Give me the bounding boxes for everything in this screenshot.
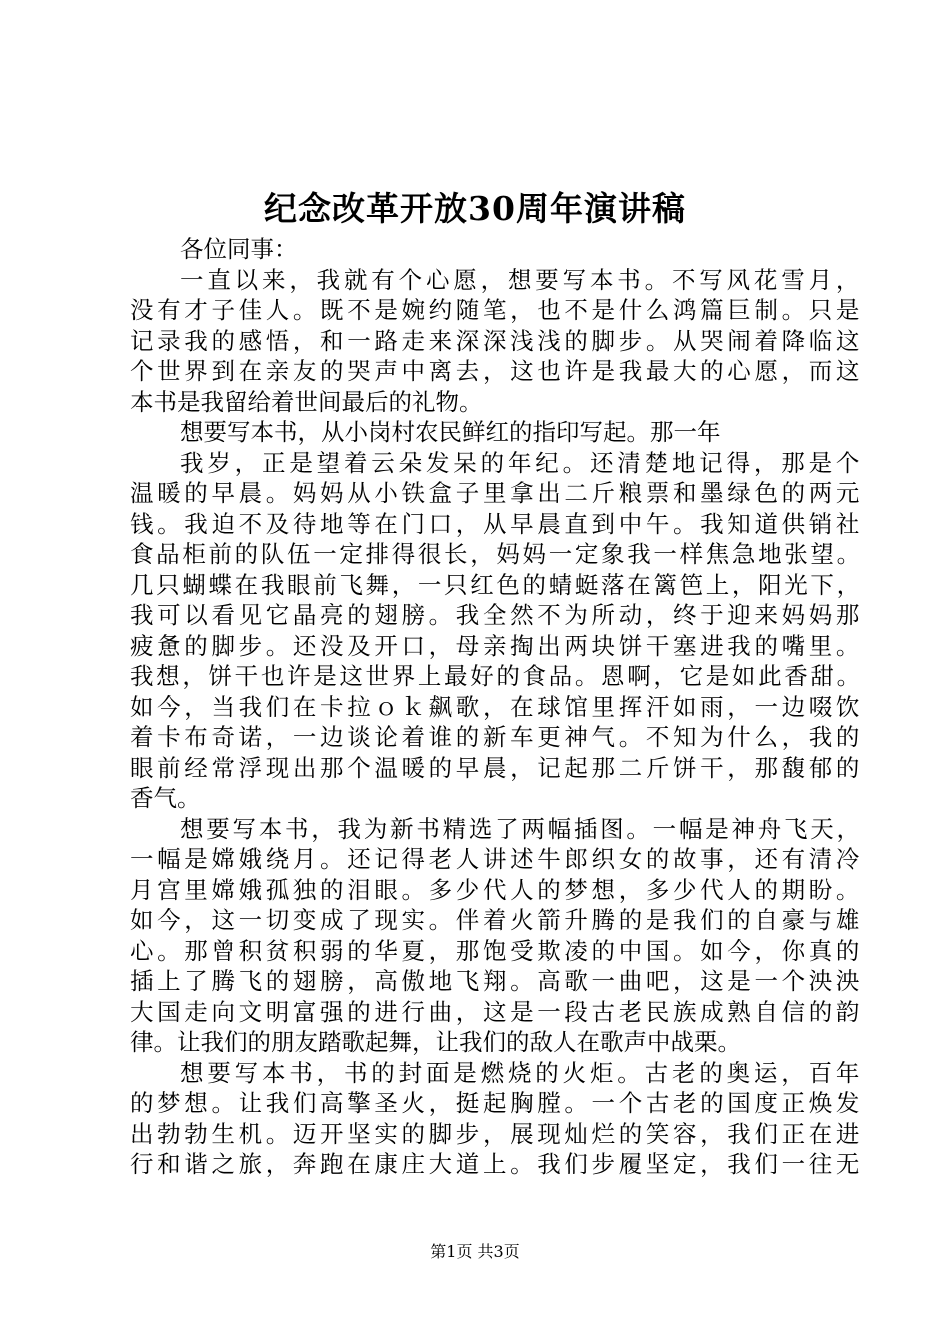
text-line: 我可以看见它晶亮的翅膀。我全然不为所动，终于迎来妈妈那 [130,601,864,629]
text-line: 钱。我迫不及待地等在门口，从早晨直到中午。我知道供销社 [130,509,864,538]
text-line: 插上了腾飞的翅膀，高傲地飞翔。高歌一曲吧，这是一个泱泱 [130,967,864,995]
text-line: 行和谐之旅，奔跑在康庄大道上。我们步履坚定，我们一往无 [130,1150,864,1178]
text-line: 的梦想。让我们高擎圣火，挺起胸膛。一个古老的国度正焕发 [130,1089,864,1117]
text-line: 本书是我留给着世间最后的礼物。 [130,387,483,416]
text-line: 律。让我们的朋友踏歌起舞，让我们的敌人在歌声中战栗。 [130,1028,741,1056]
text-line: 月宫里嫦娥孤独的泪眼。多少代人的梦想，多少代人的期盼。 [130,875,864,904]
text-line: 我岁，正是望着云朵发呆的年纪。还清楚地记得，那是个 [180,448,864,477]
text-line: 个世界到在亲友的哭声中离去，这也许是我最大的心愿，而这 [130,357,864,385]
text-line: 出勃勃生机。迈开坚实的脚步，展现灿烂的笑容，我们正在进 [130,1119,864,1148]
text-line: 食品柜前的队伍一定排得很长，妈妈一定象我一样焦急地张望。 [130,540,863,568]
text-line: 想要写本书，从小岗村农民鲜红的指印写起。那一年 [180,418,721,446]
text-line: 记录我的感悟，和一路走来深深浅浅的脚步。从哭闹着降临这 [130,326,864,355]
text-line: 着卡布奇诺，一边谈论着谁的新车更神气。不知为什么，我的 [130,723,864,751]
text-line: 想要写本书，书的封面是燃烧的火炬。古老的奥运，百年 [180,1058,864,1087]
text-line: 没有才子佳人。既不是婉约随笔，也不是什么鸿篇巨制。只是 [130,296,864,324]
document-title: 纪念改革开放30周年演讲稿 [264,189,686,228]
text-line: 眼前经常浮现出那个温暖的早晨，记起那二斤饼干，那馥郁的 [130,753,864,782]
text-line: 心。那曾积贫积弱的华夏，那饱受欺凌的中国。如今，你真的 [130,936,864,965]
text-line: 我想，饼干也许是这世界上最好的食品。恩啊，它是如此香甜。 [130,662,863,690]
text-line: 想要写本书，我为新书精选了两幅插图。一幅是神舟飞天， [180,814,863,843]
text-line: 各位同事： [180,235,298,263]
page-footer: 第1页 共3页 [430,1242,520,1261]
text-line: 温暖的早晨。妈妈从小铁盒子里拿出二斤粮票和墨绿色的两元 [130,479,864,507]
text-line: 一幅是嫦娥绕月。还记得老人讲述牛郎织女的故事，还有清冷 [130,845,864,873]
text-line: 几只蝴蝶在我眼前飞舞，一只红色的蜻蜓落在篱笆上，阳光下， [130,570,863,599]
text-line: 疲惫的脚步。还没及开口，母亲掏出两块饼干塞进我的嘴里。 [130,631,864,660]
text-line: 香气。 [130,784,201,812]
text-line: 一直以来，我就有个心愿，想要写本书。不写风花雪月， [180,265,864,294]
text-line: 大国走向文明富强的进行曲，这是一段古老民族成熟自信的韵 [130,997,864,1026]
text-line: 如今，这一切变成了现实。伴着火箭升腾的是我们的自豪与雄 [130,906,864,934]
text-line: 如今，当我们在卡拉ｏｋ飙歌，在球馆里挥汗如雨，一边啜饮 [130,692,864,721]
